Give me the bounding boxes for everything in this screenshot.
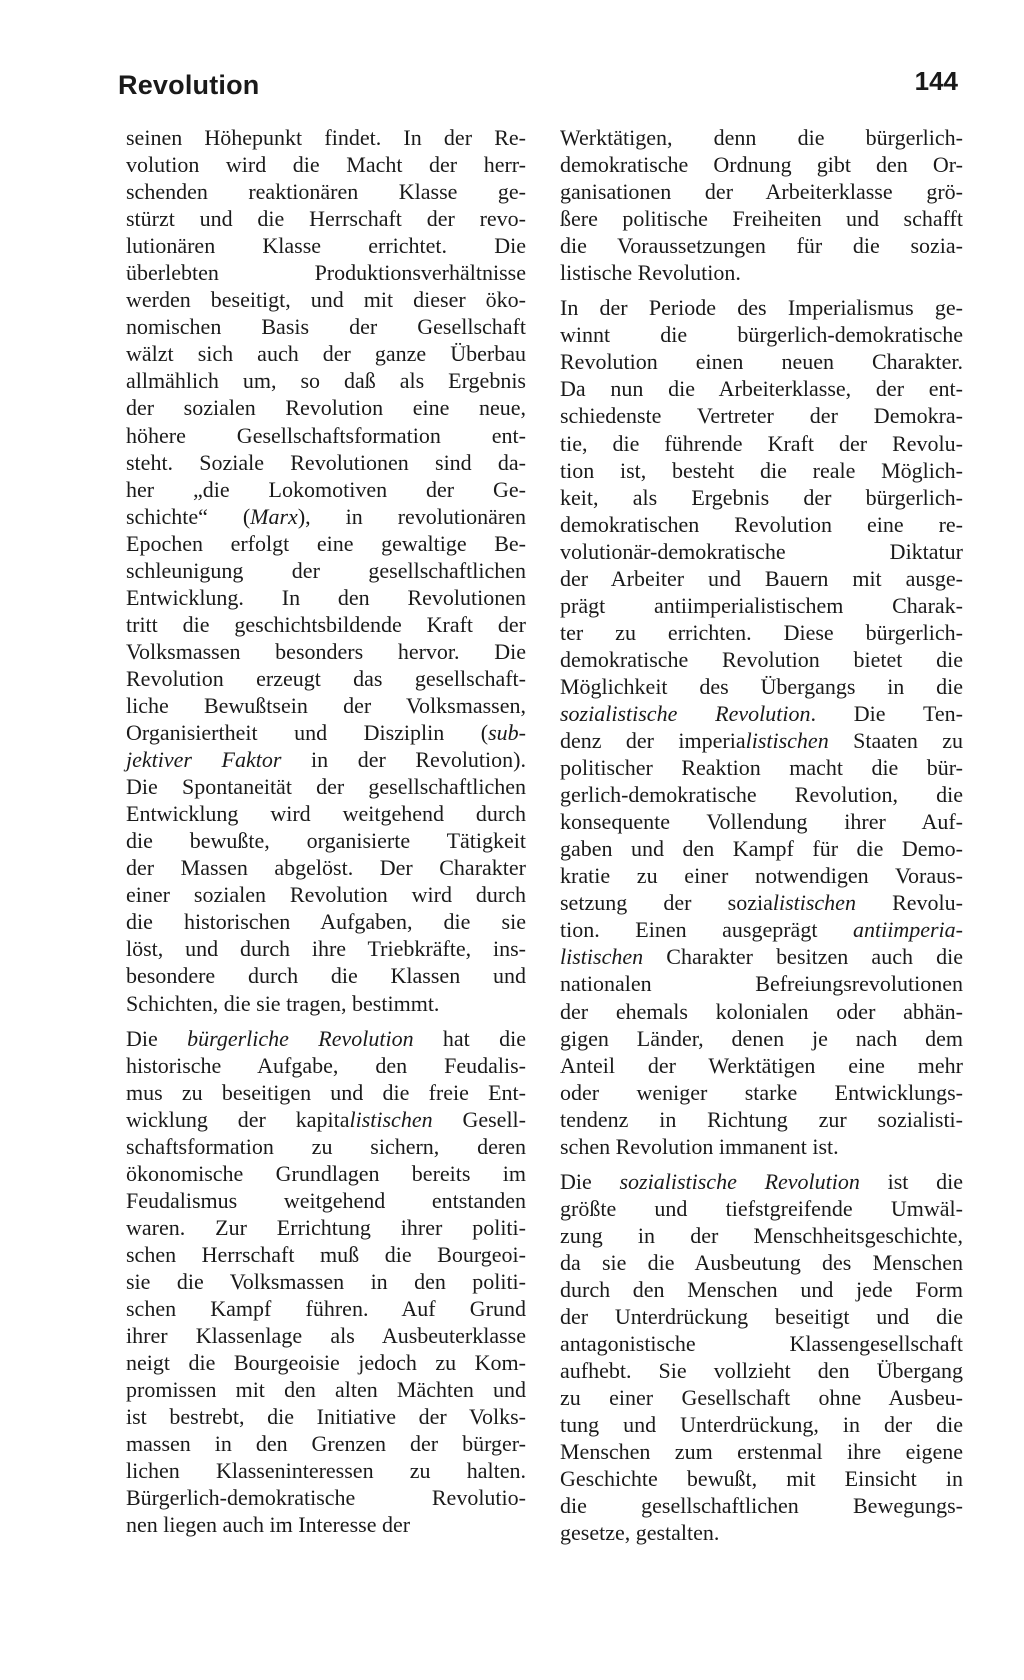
left-text-column [126, 124, 526, 1546]
text-line: massen in den Grenzen der bürger- [126, 1431, 526, 1457]
italic-term: jektiver Faktor [126, 747, 282, 773]
text-line: tendenz in Richtung zur sozialisti- [560, 1106, 963, 1132]
text-line: Entwicklung. In den Revolutionen [126, 584, 526, 610]
text-line: demokratischen Revolution eine re- [560, 511, 963, 537]
text-line: demokratische Ordnung gibt den Or- [560, 152, 963, 178]
text-line: schiedenste Vertreter der Demokra- [560, 403, 963, 429]
paragraph [560, 124, 963, 286]
text-line: gesetze, gestalten. [560, 1520, 720, 1546]
text-line: historische Aufgabe, den Feudalis- [126, 1052, 526, 1078]
text-line: Möglichkeit des Übergangs in die [560, 673, 963, 699]
italic-term: listischen [745, 728, 829, 754]
page-number: 144 [914, 66, 958, 96]
text-line: wicklung der kapitalistischen Gesell- [126, 1106, 526, 1132]
text-line: Epochen erfolgt eine gewaltige Be- [126, 530, 526, 556]
text-line: ökonomische Grundlagen bereits im [126, 1160, 526, 1186]
text-line: lichen Klasseninteressen zu halten. [126, 1458, 526, 1484]
text-line: demokratische Revolution bietet die [560, 646, 963, 672]
text-line: politischer Reaktion macht die bür- [560, 755, 963, 781]
text-line: Volksmassen besonders hervor. Die [126, 638, 526, 664]
text-line: ganisationen der Arbeiterklasse grö- [560, 179, 963, 205]
text-line: der Massen abgelöst. Der Charakter [126, 855, 526, 881]
text-line: Die bürgerliche Revolution hat die [126, 1025, 526, 1051]
text-line: tion ist, besteht die reale Möglich- [560, 457, 963, 483]
text-line: überlebten Produktionsverhältnisse [126, 260, 526, 286]
text-line: die bewußte, organisierte Tätigkeit [126, 828, 526, 854]
text-line: schaftsformation zu sichern, deren [126, 1133, 526, 1159]
text-line: Da nun die Arbeiterklasse, der ent- [560, 376, 963, 402]
text-line: ihrer Klassenlage als Ausbeuterklasse [126, 1323, 526, 1349]
text-line: jektiver Faktor in der Revolution). [126, 747, 526, 773]
text-line: konsequente Vollendung ihrer Auf- [560, 809, 963, 835]
text-line: schichte“ (Marx), in revolutionären [126, 503, 526, 529]
running-head-title: Revolution [118, 70, 260, 100]
text-line: tritt die geschichtsbildende Kraft der [126, 611, 526, 637]
text-line: der sozialen Revolution eine neue, [126, 395, 526, 421]
text-line: zung in der Menschheitsgeschichte, [560, 1222, 963, 1248]
italic-term: Marx [250, 503, 298, 529]
paragraph [560, 294, 963, 1160]
text-line: volution wird die Macht der herr- [126, 152, 526, 178]
text-line: nationalen Befreiungsrevolutionen [560, 971, 963, 997]
text-line: sie die Volksmassen in den politi- [126, 1268, 526, 1294]
text-line: Revolution erzeugt das gesellschaft- [126, 665, 526, 691]
text-line: tung und Unterdrückung, in der die [560, 1412, 963, 1438]
text-line: tion. Einen ausgeprägt antiimperia- [560, 917, 963, 943]
text-line: nomischen Basis der Gesellschaft [126, 314, 526, 340]
text-line: besondere durch die Klassen und [126, 963, 526, 989]
text-line: waren. Zur Errichtung ihrer politi- [126, 1214, 526, 1240]
text-line: schen Kampf führen. Auf Grund [126, 1296, 526, 1322]
text-line: winnt die bürgerlich-demokratische [560, 322, 963, 348]
text-line: Revolution einen neuen Charakter. [560, 349, 963, 375]
italic-term: antiimperia- [853, 917, 963, 943]
paragraph [126, 1025, 526, 1539]
text-line: Die Spontaneität der gesellschaftlichen [126, 774, 526, 800]
text-line: gaben und den Kampf für die Demo- [560, 836, 963, 862]
text-line: Feudalismus weitgehend entstanden [126, 1187, 526, 1213]
text-line: schenden reaktionären Klasse ge- [126, 179, 526, 205]
text-line: größte und tiefstgreifende Umwäl- [560, 1195, 963, 1221]
text-line: In der Periode des Imperialismus ge- [560, 295, 963, 321]
text-line: löst, und durch ihre Triebkräfte, ins- [126, 936, 526, 962]
text-line: Anteil der Werktätigen eine mehr [560, 1052, 963, 1078]
text-line: volutionär-demokratische Diktatur [560, 538, 963, 564]
text-line: neigt die Bourgeoisie jedoch zu Kom- [126, 1350, 526, 1376]
text-line: stürzt und die Herrschaft der revo- [126, 206, 526, 232]
text-line: denz der imperialistischen Staaten zu [560, 728, 963, 754]
italic-term: listischen [772, 890, 856, 916]
text-line: einer sozialen Revolution wird durch [126, 882, 526, 908]
italic-term: sozialistische Revolution [619, 1168, 860, 1194]
text-line: her „die Lokomotiven der Ge- [126, 476, 526, 502]
text-line: promissen mit den alten Mächten und [126, 1377, 526, 1403]
text-line: Werktätigen, denn die bürgerlich- [560, 125, 963, 150]
text-line: listischen Charakter besitzen auch die [560, 944, 963, 970]
text-line: sozialistische Revolution. Die Ten- [560, 700, 963, 726]
text-line: Organisiertheit und Disziplin (sub- [126, 720, 526, 746]
text-line: der ehemals kolonialen oder abhän- [560, 998, 963, 1024]
text-line: ist bestrebt, die Initiative der Volks- [126, 1404, 526, 1430]
text-line: da sie die Ausbeutung des Menschen [560, 1249, 963, 1275]
page-header [118, 64, 958, 104]
text-line: seinen Höhepunkt findet. In der Re- [126, 125, 526, 150]
italic-term: sub- [488, 720, 526, 746]
text-line: aufhebt. Sie vollzieht den Übergang [560, 1358, 963, 1384]
text-line: listische Revolution. [560, 260, 741, 286]
text-line: antagonistische Klassengesellschaft [560, 1331, 963, 1357]
text-line: Die sozialistische Revolution ist die [560, 1168, 963, 1194]
text-line: schen Revolution immanent ist. [560, 1133, 839, 1159]
text-line: tie, die führende Kraft der Revolu- [560, 430, 963, 456]
text-line: mus zu beseitigen und die freie Ent- [126, 1079, 526, 1105]
italic-term: bürgerliche Revolution [187, 1025, 414, 1051]
paragraph [560, 1168, 963, 1547]
text-line: werden beseitigt, und mit dieser öko- [126, 287, 526, 313]
text-line: Bürgerlich-demokratische Revolutio- [126, 1485, 526, 1511]
text-line: die Voraussetzungen für die sozia- [560, 233, 963, 259]
text-line: allmählich um, so daß als Ergebnis [126, 368, 526, 394]
text-line: liche Bewußtsein der Volksmassen, [126, 692, 526, 718]
text-line: setzung der sozialistischen Revolu- [560, 890, 963, 916]
text-line: lutionären Klasse errichtet. Die [126, 233, 526, 259]
text-line: wälzt sich auch der ganze Überbau [126, 341, 526, 367]
text-line: keit, als Ergebnis der bürgerlich- [560, 484, 963, 510]
text-line: der Arbeiter und Bauern mit ausge- [560, 565, 963, 591]
text-line: zu einer Gesellschaft ohne Ausbeu- [560, 1385, 963, 1411]
text-line: gerlich-demokratische Revolution, die [560, 782, 963, 808]
text-line: nen liegen auch im Interesse der [126, 1512, 411, 1538]
text-line: die gesellschaftlichen Bewegungs- [560, 1493, 963, 1519]
italic-term: listischen [349, 1106, 433, 1132]
text-line: prägt antiimperialistischem Charak- [560, 592, 963, 618]
italic-term: sozialistische Revolution [560, 700, 811, 726]
text-line: Menschen zum erstenmal ihre eigene [560, 1439, 963, 1465]
text-line: steht. Soziale Revolutionen sind da- [126, 449, 526, 475]
text-line: ter zu errichten. Diese bürgerlich- [560, 619, 963, 645]
text-line: schleunigung der gesellschaftlichen [126, 557, 526, 583]
text-line: schen Herrschaft muß die Bourgeoi- [126, 1241, 526, 1267]
text-line: gigen Länder, denen je nach dem [560, 1025, 963, 1051]
text-line: die historischen Aufgaben, die sie [126, 909, 526, 935]
right-text-column [560, 124, 963, 1554]
text-line: höhere Gesellschaftsformation ent- [126, 422, 526, 448]
italic-term: listischen [560, 944, 644, 970]
text-line: der Unterdrückung beseitigt und die [560, 1304, 963, 1330]
paragraph [126, 124, 526, 1017]
text-line: Geschichte bewußt, mit Einsicht in [560, 1466, 963, 1492]
text-line: oder weniger starke Entwicklungs- [560, 1079, 963, 1105]
text-line: Schichten, die sie tragen, bestimmt. [126, 990, 440, 1016]
text-line: Entwicklung wird weitgehend durch [126, 801, 526, 827]
text-line: kratie zu einer notwendigen Voraus- [560, 863, 963, 889]
text-line: ßere politische Freiheiten und schafft [560, 206, 963, 232]
text-line: durch den Menschen und jede Form [560, 1276, 963, 1302]
